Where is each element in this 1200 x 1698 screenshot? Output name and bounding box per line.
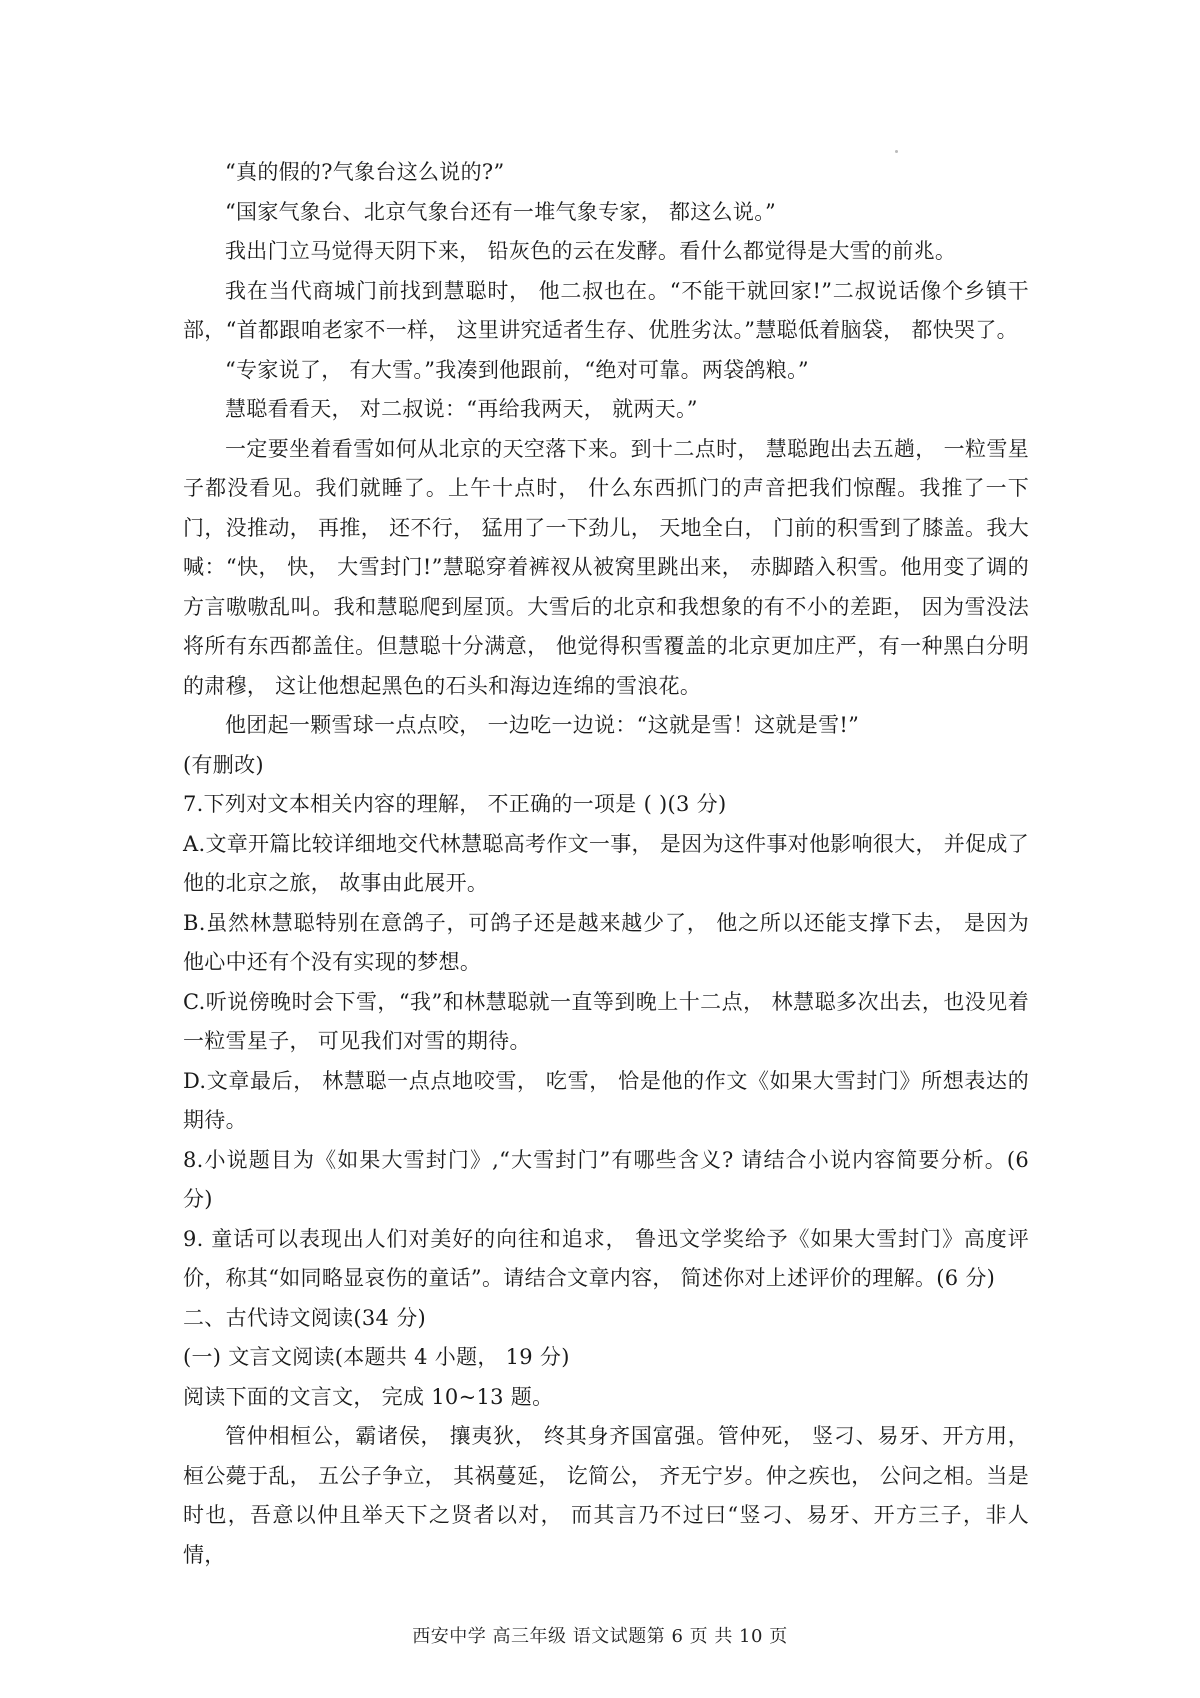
paragraph: 慧聪看看天， 对二叔说：“再给我两天， 就两天。” [225, 397, 698, 421]
paragraph: B.虽然林慧聪特别在意鸽子，可鸽子还是越来越少了， 他之所以还能支撑下去， 是因为他心中还有个没有实现的梦想。 [183, 910, 1029, 974]
paragraph: (有删改) [183, 752, 264, 777]
paragraph: 管仲相桓公，霸诸侯， 攘夷狄， 终其身齐国富强。管仲死， 竖刁、易牙、开方用， 桓公薨于乱， 五公子争立， 其祸蔓延， 讫简公， 齐无宁岁。仲之疾也， 公问之相。当是时也，吾意以仲且举天下之贤者以对， 而其言乃不过曰“竖刁、易牙、开方三子，非人情， [183, 1424, 1029, 1567]
paragraph: A.文章开篇比较详细地交代林慧聪高考作文一事， 是因为这件事对他影响很大， 并促成了他的北京之旅， 故事由此展开。 [183, 831, 1029, 895]
paragraph: 二、古代诗文阅读(34 分) [183, 1305, 426, 1330]
paragraph: C.听说傍晚时会下雪，“我”和林慧聪就一直等到晚上十二点， 林慧聪多次出去，也没见着一粒雪星子， 可见我们对雪的期待。 [183, 989, 1029, 1053]
paragraph: “国家气象台、北京气象台还有一堆气象专家， 都这么说。” [225, 199, 777, 224]
paragraph: 他团起一颗雪球一点点咬， 一边吃一边说：“这就是雪！这就是雪!” [225, 713, 860, 737]
paragraph: 我在当代商城门前找到慧聪时， 他二叔也在。“不能干就回家!”二叔说话像个乡镇干部，“首都跟咱老家不一样， 这里讲究适者生存、优胜劣汰。”慧聪低着脑袋， 都快哭了。 [183, 278, 1029, 342]
paragraph: 阅读下面的文言文， 完成 10~13 题。 [183, 1384, 554, 1409]
paragraph: 9. 童话可以表现出人们对美好的向往和追求， 鲁迅文学奖给予《如果大雪封门》高度评价，称其“如同略显哀伤的童话”。请结合文章内容， 简述你对上述评价的理解。(6 分) [183, 1226, 1029, 1290]
paragraph: “真的假的?气象台这么说的?” [225, 160, 505, 184]
paragraph: 7.下列对文本相关内容的理解， 不正确的一项是 ( )(3 分) [183, 792, 727, 816]
paragraph: 我出门立马觉得天阴下来， 铅灰色的云在发酵。看什么都觉得是大雪的前兆。 [225, 239, 957, 263]
paragraph: 一定要坐着看雪如何从北京的天空落下来。到十二点时， 慧聪跑出去五趟， 一粒雪星子都没看见。我们就睡了。上午十点时， 什么东西抓门的声音把我们惊醒。我推了一下门，没推动， 再推， 还不行， 猛用了一下劲儿， 天地全白， 门前的积雪到了膝盖。我大喊：“快， 快， 大雪封门!”慧聪穿着裤衩从被窝里跳出来， 赤脚踏入积雪。他用变了调的方言嗷嗷乱叫。我和慧聪爬到屋顶。大雪后的北京和我想象的有不小的差距， 因为雪没法将所有东西都盖住。但慧聪十分满意， 他觉得积雪覆盖的北京更加庄严，有一种黑白分明的肃穆， 这让他想起黑色的石头和海边连绵的雪浪花。 [183, 436, 1029, 698]
paragraph: (一) 文言文阅读(本题共 4 小题， 19 分) [183, 1345, 570, 1369]
paragraph: D.文章最后， 林慧聪一点点地咬雪， 吃雪， 恰是他的作文《如果大雪封门》所想表达的期待。 [183, 1068, 1029, 1132]
document-body [183, 153, 1029, 1575]
paragraph: 8.小说题目为《如果大雪封门》,“大雪封门”有哪些含义? 请结合小说内容简要分析。(6 分) [183, 1147, 1029, 1211]
paragraph: “专家说了， 有大雪。”我凑到他跟前，“绝对可靠。两袋鸽粮。” [225, 357, 809, 382]
page-footer: 西安中学 高三年级 语文试题第 6 页 共 10 页 [412, 1626, 788, 1647]
